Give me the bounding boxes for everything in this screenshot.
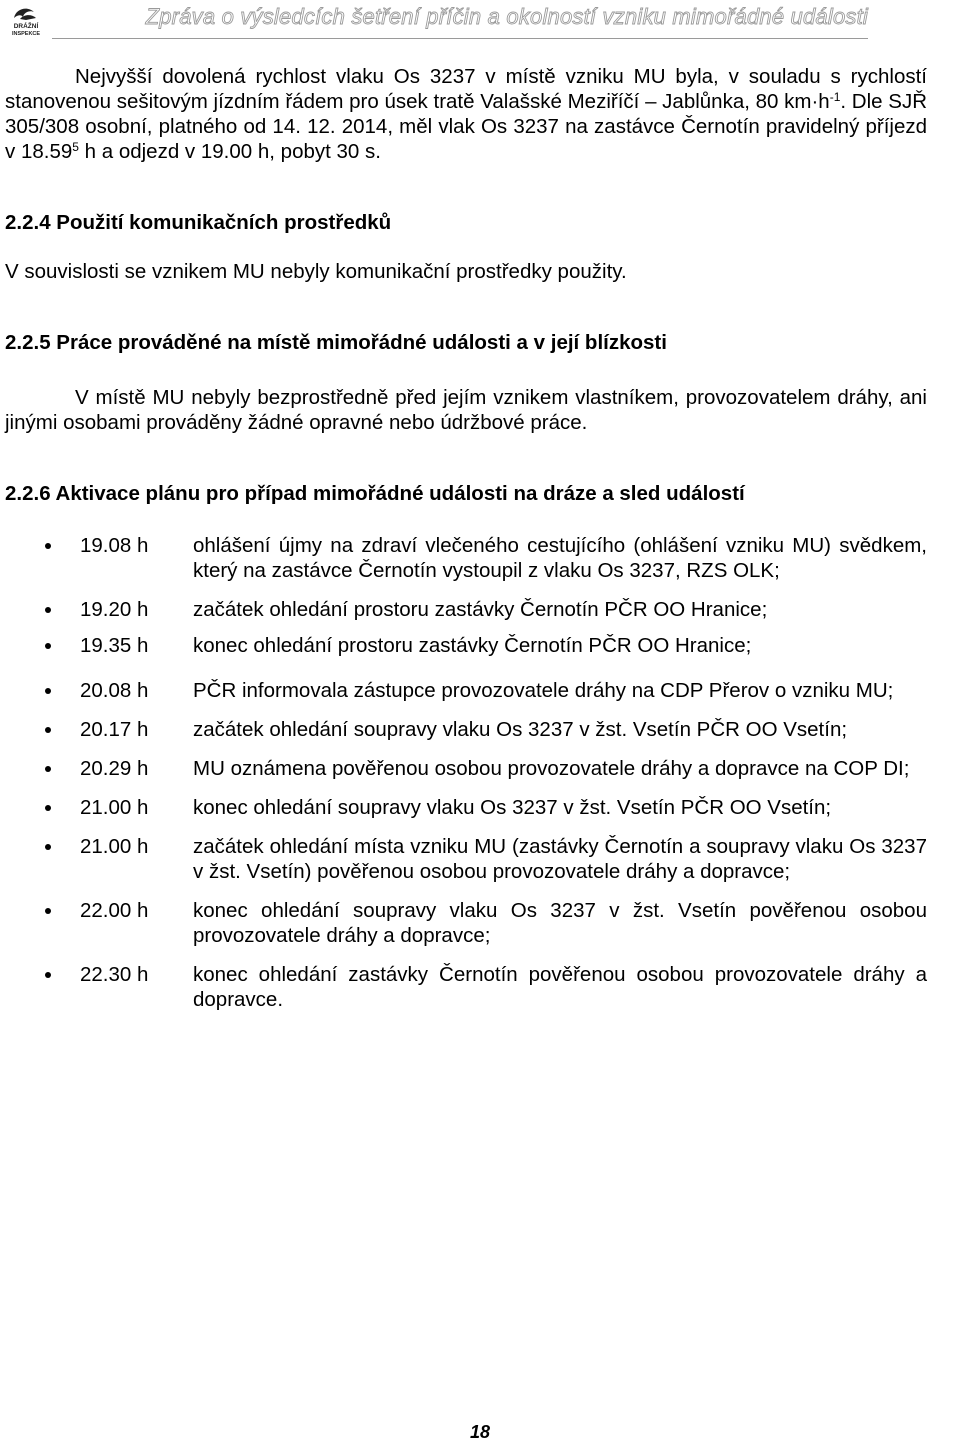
event-time: 22.30 h: [80, 963, 149, 986]
page-number: 18: [469, 1422, 491, 1442]
section-225-text: V místě MU nebyly bezprostředně před jejím vznikem vlastníkem, provozovatelem dráhy, ani jinými osobami prováděny žádné opravné nebo údržbové práce.: [5, 386, 927, 434]
bullet-icon: [45, 805, 51, 811]
bullet-icon: [45, 607, 51, 613]
event-item: [5, 962, 927, 1012]
bullet-icon: [45, 688, 51, 694]
event-time: 20.29 h: [80, 757, 149, 780]
event-item: [5, 795, 927, 820]
bullet-icon: [45, 844, 51, 850]
event-description: začátek ohledání místa vzniku MU (zastávky Černotín a soupravy vlaku Os 3237 v žst. Vsetín) pověřenou osobou provozovatele dráhy a dopravce;: [193, 835, 927, 883]
event-time: 21.00 h: [80, 835, 149, 858]
event-list: [5, 533, 927, 1012]
event-time: 19.20 h: [80, 598, 149, 621]
document-body: [5, 64, 927, 1012]
bullet-icon: [45, 727, 51, 733]
event-item: [5, 597, 927, 622]
logo-line2: INSPEKCE: [11, 31, 41, 36]
event-item: [5, 898, 927, 948]
header-title: Zpráva o výsledcích šetření příčin a okolností vzniku mimořádné události: [145, 4, 868, 29]
event-item: [5, 633, 927, 658]
event-time: 19.35 h: [80, 634, 149, 657]
event-description: začátek ohledání prostoru zastávky Černotín PČR OO Hranice;: [193, 598, 768, 621]
section-224-heading: 2.2.4 Použití komunikačních prostředků: [5, 211, 392, 234]
event-description: konec ohledání soupravy vlaku Os 3237 v žst. Vsetín pověřenou osobou provozovatele dráhy a dopravce;: [193, 899, 927, 947]
event-item: [5, 756, 927, 781]
intro-text-c: h a odjezd v 19.00 h, pobyt 30 s.: [78, 140, 381, 163]
event-description: MU oznámena pověřenou osobou provozovatele dráhy a dopravce na COP DI;: [193, 757, 910, 780]
event-time: 20.17 h: [80, 718, 149, 741]
page-header: [0, 0, 960, 44]
bullet-icon: [45, 908, 51, 914]
event-description: konec ohledání zastávky Černotín pověřenou osobou provozovatele dráhy a dopravce.: [193, 963, 927, 1011]
event-description: ohlášení újmy na zdraví vlečeného cestujícího (ohlášení vzniku MU) svědkem, který na zastávce Černotín vystoupil z vlaku Os 3237, RZS OLK;: [193, 534, 927, 582]
bullet-icon: [45, 643, 51, 649]
event-item: [5, 717, 927, 742]
intro-text-a: Nejvyšší dovolená rychlost vlaku Os 3237 v místě vzniku MU byla, v souladu s rychlostí stanovenou sešitovým jízdním řádem pro úsek tratě Valašské Meziříčí – Jablůnka, 80 km·h: [5, 65, 927, 113]
intro-superscript-1: -1: [829, 90, 841, 104]
event-description: konec ohledání prostoru zastávky Černotín PČR OO Hranice;: [193, 634, 752, 657]
bullet-icon: [45, 972, 51, 978]
event-time: 21.00 h: [80, 796, 149, 819]
event-item: [5, 678, 927, 703]
event-description: konec ohledání soupravy vlaku Os 3237 v žst. Vsetín PČR OO Vsetín;: [193, 796, 832, 819]
event-time: 22.00 h: [80, 899, 149, 922]
logo-line1: DRÁŽNÍ: [13, 23, 39, 30]
event-item: [5, 533, 927, 583]
intro-paragraph: [5, 64, 927, 164]
event-description: začátek ohledání soupravy vlaku Os 3237 v žst. Vsetín PČR OO Vsetín;: [193, 718, 848, 741]
event-time: 19.08 h: [80, 534, 149, 557]
drazni-inspekce-logo: [6, 4, 46, 36]
intro-text-b: . Dle SJŘ 305/308 osobní, platného od 14. 12. 2014, měl vlak Os 3237 na zastávce Černotín pravidelný příjezd v 18.59: [5, 90, 927, 163]
bullet-icon: [45, 766, 51, 772]
intro-superscript-2: 5: [72, 140, 79, 154]
bullet-icon: [45, 543, 51, 549]
header-divider: [52, 38, 868, 39]
event-description: PČR informovala zástupce provozovatele dráhy na CDP Přerov o vzniku MU;: [193, 679, 894, 702]
section-226-heading: 2.2.6 Aktivace plánu pro případ mimořádné události na dráze a sled událostí: [5, 482, 745, 505]
event-item: [5, 834, 927, 884]
section-225-heading: 2.2.5 Práce prováděné na místě mimořádné události a v její blízkosti: [5, 331, 667, 354]
event-time: 20.08 h: [80, 679, 149, 702]
section-224-text: V souvislosti se vznikem MU nebyly komunikační prostředky použity.: [5, 260, 627, 283]
